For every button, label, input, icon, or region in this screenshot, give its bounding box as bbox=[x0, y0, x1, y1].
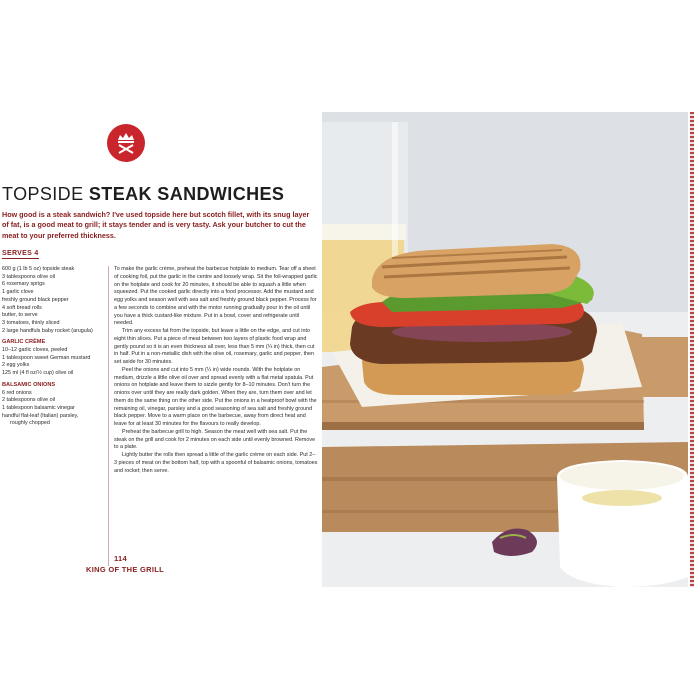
ingredient-item: 1 garlic clove bbox=[2, 289, 34, 296]
steak-sandwich-photo bbox=[322, 112, 688, 587]
ingredient-item: 125 ml (4 fl oz/½ cup) olive oil bbox=[2, 370, 74, 377]
method-paragraph: To make the garlic crème, preheat the barbecue hotplate to medium. Tear off a sheet of cooking foil, put the garlic in the centre and loosely wrap. Sit the foil-wrapped garlic on the hotplate and cook for 20 minutes, it should be able to squash a little when squeezed. Put the cooked garlic directly into a food processor. Add the mustard and egg yolks and season well with sea salt and freshly ground black pepper. Process for a few seconds to combine and with the motor running gradually pour in the oil until you have a thick custard-like mixture. Put in a bowl, cover and refrigerate until needed. bbox=[114, 266, 318, 327]
ingredient-item: handful flat-leaf (Italian) parsley, bbox=[2, 412, 79, 419]
column-divider bbox=[108, 266, 109, 566]
chapter-title: KING OF THE GRILL bbox=[86, 565, 165, 574]
ingredients-list bbox=[2, 266, 102, 428]
photo-illustration bbox=[322, 112, 688, 587]
ingredient-item: 1 tablespoon sweet German mustard bbox=[2, 354, 91, 361]
ingredient-item: 4 soft bread rolls bbox=[2, 304, 42, 311]
ingredient-item: 6 rosemary sprigs bbox=[2, 281, 45, 288]
ingredient-item: 10–12 garlic cloves, peeled bbox=[2, 347, 68, 354]
garlic-creme-heading: GARLIC CRÈME bbox=[2, 339, 46, 346]
ingredient-item: 3 tomatoes, thinly sliced bbox=[2, 319, 60, 326]
ingredient-item: 2 egg yolks bbox=[2, 362, 30, 369]
serves-label: SERVES 4 bbox=[2, 250, 39, 257]
ingredient-item: 2 tablespoons olive oil bbox=[2, 397, 56, 404]
ingredient-item: 2 large handfuls baby rocket (arugula) bbox=[2, 327, 93, 334]
method-text bbox=[114, 266, 318, 475]
page-edge bbox=[690, 112, 694, 587]
recipe-intro: How good is a steak sandwich? I've used topside here but scotch fillet, with its snug layer of fat, is a good meat to grill; it stays tender and is very tasty. Ask your butcher to cut the meat to your preferred thickness. bbox=[2, 210, 310, 240]
ingredient-item: 3 tablespoons olive oil bbox=[2, 273, 56, 280]
crown-fork-knife-emblem-icon bbox=[107, 124, 145, 162]
ingredient-item: 1 tablespoon balsamic vinegar bbox=[2, 404, 75, 411]
recipe-title bbox=[2, 183, 320, 205]
method-paragraph: Trim any excess fat from the topside, but leave a little on the edge, and cut into eight thin slices. Put a piece of meat between two layers of plastic food wrap and gently pound so it is an even thickness all over, less than 5 mm (¼ in) thick, then cut in half. Put in a non-metallic dish with the olive oil, rosemary, garlic and pepper, then set aside for 30 minutes. bbox=[114, 328, 315, 365]
method-paragraph: Peel the onions and cut into 5 mm (¼ in) wide rounds. With the hotplate on medium, drizzle a little olive oil over and spread evenly with a flat metal spatula. Put onions on hotplate and leave them to sizzle gently for 8–10 minutes. Don't turn the onions over until they are really dark golden. When they are, turn them over and let them do the same thing on the other side. Put the onions in a heatproof bowl with the remaining oil, vinegar, parsley and a good seasoning of sea salt and freshly ground black pepper. Move to a warm place on the barbecue, away from direct heat and leave for at least 30 minutes for the flavours to really develop. bbox=[114, 366, 317, 427]
recipe-title-light: TOPSIDE bbox=[2, 184, 89, 204]
ingredient-item: freshly ground black pepper bbox=[2, 296, 69, 303]
ingredient-item: butter, to serve bbox=[2, 312, 38, 319]
balsamic-onions-heading: BALSAMIC ONIONS bbox=[2, 381, 56, 388]
ingredient-item: roughly chopped bbox=[10, 420, 50, 427]
page-number: 114 bbox=[114, 554, 127, 563]
method-paragraph: Preheat the barbecue grill to high. Season the meat well with sea salt. Put the steak on the grill and cook for 2 minutes on each side until evenly browned. Remove to a plate. bbox=[114, 428, 316, 451]
ingredient-item: 600 g (1 lb 5 oz) topside steak bbox=[2, 266, 75, 272]
method-paragraph: Lightly butter the rolls then spread a little of the garlic crème on each side. Put 2–3 pieces of meat on the bottom half, top with a spoonful of balsamic onions, tomatoes and rocket; then serve. bbox=[114, 452, 318, 474]
ingredient-item: 6 red onions bbox=[2, 389, 32, 396]
recipe-title-bold: STEAK SANDWICHES bbox=[88, 184, 285, 204]
